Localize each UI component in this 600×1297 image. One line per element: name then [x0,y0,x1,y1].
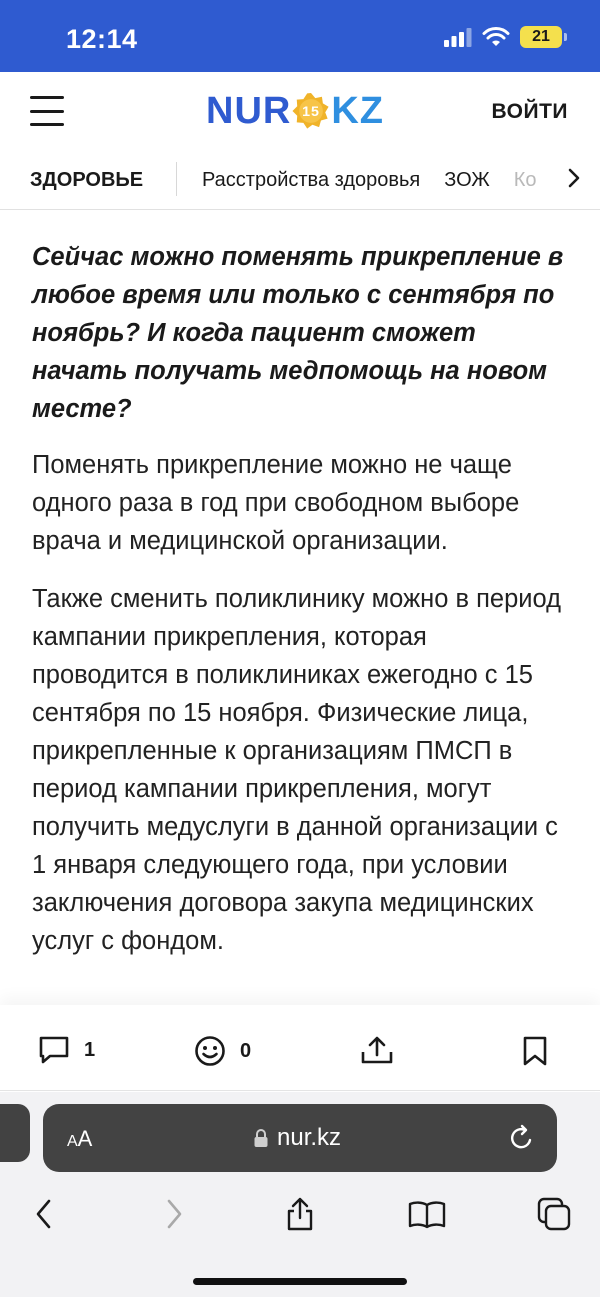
forward-button[interactable] [152,1192,196,1236]
tabs-icon [536,1196,572,1232]
wifi-icon [482,27,510,47]
battery-level: 21 [532,28,550,45]
category-nav [0,150,600,210]
reactions-count: 0 [240,1039,252,1062]
comments-count: 1 [84,1038,96,1061]
article-body [0,210,600,1005]
reactions-button[interactable] [194,1035,251,1067]
category-item-disorders[interactable]: Расстройства здоровья [202,169,421,191]
category-divider [176,162,177,196]
chevron-left-icon [34,1198,54,1230]
logo-part-1: NUR [206,89,292,132]
article-paragraph: Поменять прикрепление можно не чаще одного раза в год при свободном выборе врача и медицинской организации. [32,451,520,555]
previous-tab-preview[interactable] [0,1104,30,1162]
status-icons [444,26,562,48]
site-logo[interactable] [206,88,384,134]
article-action-bar [0,1005,600,1091]
reload-icon[interactable] [509,1124,535,1152]
share-page-button[interactable] [278,1192,322,1236]
book-icon [407,1198,447,1230]
bookmark-icon [522,1035,548,1067]
logo-badge-text: 15 [302,104,321,121]
category-item-zozh[interactable]: ЗОЖ [444,169,490,191]
logo-part-2: KZ [331,89,384,132]
hamburger-menu-icon[interactable] [30,96,64,126]
lock-icon [253,1128,269,1148]
share-article-button[interactable] [360,1035,394,1065]
chevron-right-icon [164,1198,184,1230]
category-current[interactable]: ЗДОРОВЬЕ [30,169,144,191]
status-bar [0,0,600,72]
status-time: 12:14 [66,24,138,54]
back-button[interactable] [22,1192,66,1236]
share-icon [360,1035,394,1065]
text-size-button[interactable]: AA [67,1126,93,1151]
signal-icon [444,27,472,47]
article-paragraph: Также сменить поликлинику можно в период кампании прикрепления, которая проводится в поликлиниках ежегодно с 15 сентября по 15 ноября. Физические лица, прикрепленные к организациям ПМСП в период кампании прикрепления, могут получить медуслуги в данной организации с 1 января следующего года, при условии заключения договора закупа медицинских услуг с фондом. [32,585,562,955]
site-header [0,72,600,150]
tabs-button[interactable] [532,1192,576,1236]
url-display[interactable] [253,1124,341,1152]
login-button[interactable]: ВОЙТИ [491,100,568,123]
category-items [202,169,537,192]
category-item-truncated[interactable]: Ко [513,169,537,191]
browser-toolbar [0,1092,600,1297]
battery-icon [520,26,562,48]
share-icon [284,1196,316,1232]
chevron-right-icon[interactable] [566,167,582,189]
address-bar[interactable] [43,1104,557,1172]
comments-button[interactable] [38,1035,95,1065]
bookmark-button[interactable] [522,1035,548,1067]
smiley-icon [194,1035,226,1067]
browser-nav-row [0,1192,600,1236]
comment-icon [38,1035,70,1065]
bookmarks-button[interactable] [405,1192,449,1236]
home-indicator [193,1278,407,1285]
url-text: nur.kz [277,1124,342,1151]
logo-badge-icon [292,92,330,130]
article-question: Сейчас можно поменять прикрепление в любое время или только с сентября по ноябрь? И когда пациент сможет начать получать медпомощь на новом месте? [32,243,564,423]
